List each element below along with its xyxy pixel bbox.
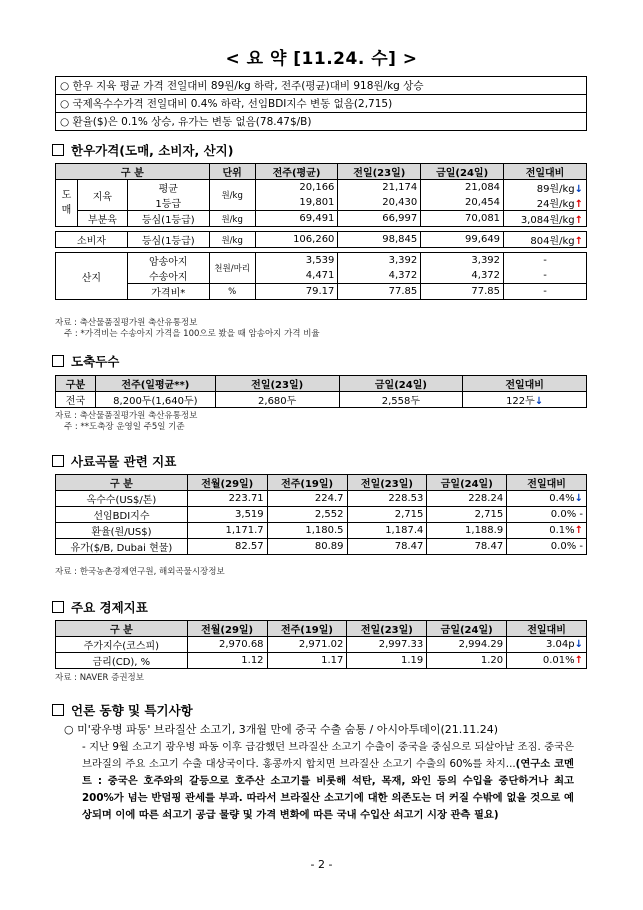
value-cell: 70,081 [421, 211, 504, 227]
unit-cell: 원/kg [209, 232, 255, 248]
change-value: 0.4% [549, 493, 575, 504]
change-cell [504, 195, 587, 211]
farm-label: 산지 [56, 253, 128, 300]
unit-cell: 원/kg [209, 211, 255, 227]
section-heading [52, 598, 148, 616]
col-header: 전주(19일) [267, 621, 347, 637]
institute-comment: (연구소 코멘트 : 중국은 호주와의 갈등으로 호주산 소고기를 비롯해 석탄, 목재, 와인 등의 수입을 중단하거나 최고 200%가 넘는 반덤핑 관세를 부과. 따라서 브라질산 소고기에 대한 의존도는 더 커질 수밖에 없을 것으로 예상되며 이에 따른 쇠고기 공급 물량 및 가격 변화에 따른 국내 수입산 쇠고기 시장 관측 필요) [82, 758, 574, 821]
col-header: 전일(23일) [347, 475, 427, 491]
no-change-dash: - [579, 541, 583, 552]
value-cell: 98,845 [338, 232, 421, 248]
arrow-up-icon: ↑ [574, 525, 583, 536]
value-cell: 2,994.29 [427, 637, 507, 653]
change-value: 89원/kg [536, 184, 575, 195]
value-cell: 228.24 [427, 491, 507, 507]
section-heading [52, 352, 119, 370]
value-cell: 99,649 [421, 232, 504, 248]
checkbox-square-icon [52, 355, 64, 367]
change-value: 0.0% [550, 541, 577, 552]
col-header: 금일(24일) [421, 164, 504, 180]
row-label: 환율(원/US$) [56, 523, 188, 539]
value-cell: 8,200두(1,640두) [95, 392, 215, 408]
col-header: 전주(평균) [255, 164, 338, 180]
col-header: 단위 [209, 164, 255, 180]
change-value: 0.1% [549, 525, 575, 536]
value-cell: 21,084 [421, 180, 504, 196]
value-cell: 78.47 [427, 539, 507, 555]
value-cell: 19,801 [255, 195, 338, 211]
change-cell [463, 392, 587, 408]
row-label: 암송아지 [127, 253, 209, 269]
value-cell: 66,997 [338, 211, 421, 227]
section-title: 주요 경제지표 [71, 600, 148, 615]
change-value: 122두 [506, 396, 535, 407]
col-header: 구 분 [56, 621, 188, 637]
value-cell: 69,491 [255, 211, 338, 227]
source-note: 자료 : 축산물품질평가원 축산유통정보 [55, 318, 198, 328]
value-cell: 2,558두 [339, 392, 463, 408]
summary-line: ○ 한우 지육 평균 가격 전일대비 89원/kg 하락, 전주(평균)대비 918원/kg 상승 [56, 77, 587, 95]
row-label: 등심(1등급) [127, 232, 209, 248]
change-cell: - [504, 268, 587, 284]
value-cell: 2,552 [267, 507, 347, 523]
value-cell: 2,715 [427, 507, 507, 523]
footnote: 주 : **도축장 운영일 주5일 기준 [64, 422, 185, 432]
change-cell: - [504, 253, 587, 269]
summary-line: ○ 국제옥수수가격 전일대비 0.4% 하락, 선임BDI지수 변동 없음(2,715) [56, 95, 587, 113]
col-header: 전주(19일) [267, 475, 347, 491]
value-cell: 20,454 [421, 195, 504, 211]
feed-grain-table [55, 474, 587, 555]
value-cell: 4,471 [255, 268, 338, 284]
value-cell: 20,166 [255, 180, 338, 196]
source-note: 자료 : NAVER 증권정보 [55, 673, 144, 683]
col-header: 전일(23일) [338, 164, 421, 180]
table-row [56, 507, 587, 523]
change-cell [504, 180, 587, 196]
change-cell: - [504, 284, 587, 300]
col-header: 전일(23일) [347, 621, 427, 637]
economic-indicator-table [55, 620, 587, 669]
section-heading [52, 141, 233, 159]
checkbox-square-icon [52, 455, 64, 467]
checkbox-square-icon [52, 144, 64, 156]
unit-cell: 천원/마리 [209, 253, 255, 284]
section-title: 사료곡물 관련 지표 [71, 454, 177, 469]
arrow-up-icon: ↑ [574, 215, 583, 226]
change-value: 0.01% [542, 655, 575, 666]
checkbox-square-icon [52, 601, 64, 613]
section-title: 언론 동향 및 특기사항 [71, 703, 193, 718]
summary-line: ○ 환율($)은 0.1% 상승, 유가는 변동 없음(78.47$/B) [56, 113, 587, 131]
value-cell: 1,187.4 [347, 523, 427, 539]
arrow-down-icon: ↓ [574, 639, 583, 650]
value-cell: 2,971.02 [267, 637, 347, 653]
row-label: 주가지수(코스피) [56, 637, 188, 653]
value-cell: 1,180.5 [267, 523, 347, 539]
table-row [56, 491, 587, 507]
arrow-up-icon: ↑ [574, 236, 583, 247]
table-row [56, 637, 587, 653]
change-cell [507, 653, 587, 669]
summary-box [55, 76, 587, 131]
row-label: 전국 [56, 392, 96, 408]
value-cell: 223.71 [187, 491, 267, 507]
change-cell [504, 232, 587, 248]
footnote: 주 : *가격비는 수송아지 가격을 100으로 봤을 때 암송아지 가격 비율 [64, 329, 320, 339]
value-cell: 77.85 [421, 284, 504, 300]
consumer-label: 소비자 [56, 232, 128, 248]
page-number: - 2 - [310, 858, 333, 871]
col-header: 구분 [56, 376, 96, 392]
section-heading [52, 452, 176, 470]
row-label: 선임BDI지수 [56, 507, 188, 523]
col-header: 전일(23일) [215, 376, 339, 392]
value-cell: 4,372 [338, 268, 421, 284]
col-header: 전일대비 [507, 621, 587, 637]
value-cell: 1,188.9 [427, 523, 507, 539]
value-cell: 3,392 [421, 253, 504, 269]
value-cell: 1.12 [187, 653, 267, 669]
row-label: 등심(1등급) [127, 211, 209, 227]
value-cell: 79.17 [255, 284, 338, 300]
value-cell: 2,970.68 [187, 637, 267, 653]
arrow-up-icon: ↑ [574, 655, 583, 666]
col-header: 전주(일평균**) [95, 376, 215, 392]
col-header: 전일대비 [504, 164, 587, 180]
row-label: 옥수수(US$/톤) [56, 491, 188, 507]
news-text: - 지난 9월 소고기 광우병 파동 이후 급감했던 브라질산 소고기 수출이 중국을 중심으로 되살아날 조짐. 중국은 브라질의 주요 소고기 수출 대상국이다. 홍콩까지 합치면 브라질산 소고기 수출의 60%를 차지... [82, 741, 574, 770]
change-value: 0.0% [550, 509, 577, 520]
change-cell [504, 211, 587, 227]
change-value: 24원/kg [536, 199, 575, 210]
news-headline: ○ 미'광우병 파동' 브라질산 소고기, 3개월 만에 중국 수출 숨통 / 아시아투데이(21.11.24) [64, 723, 499, 736]
value-cell: 20,430 [338, 195, 421, 211]
col-header: 금일(24일) [427, 621, 507, 637]
value-cell: 106,260 [255, 232, 338, 248]
unit-cell: % [209, 284, 255, 300]
value-cell: 21,174 [338, 180, 421, 196]
col-header: 구 분 [56, 164, 210, 180]
table-row [56, 539, 587, 555]
arrow-up-icon: ↑ [574, 199, 583, 210]
wholesale-label: 도매 [56, 180, 78, 227]
page-title: < 요 약 [11.24. 수] > [225, 49, 418, 69]
value-cell: 224.7 [267, 491, 347, 507]
value-cell: 1.19 [347, 653, 427, 669]
col-header: 전월(29일) [187, 621, 267, 637]
arrow-down-icon: ↓ [574, 184, 583, 195]
row-label: 금리(CD), % [56, 653, 188, 669]
table-row [56, 653, 587, 669]
col-header: 전월(29일) [187, 475, 267, 491]
change-cell [507, 523, 587, 539]
section-title: 도축두수 [71, 354, 120, 369]
value-cell: 1.17 [267, 653, 347, 669]
col-header: 금일(24일) [427, 475, 507, 491]
change-cell [507, 491, 587, 507]
value-cell: 2,715 [347, 507, 427, 523]
value-cell: 77.85 [338, 284, 421, 300]
value-cell: 3,392 [338, 253, 421, 269]
col-header: 구 분 [56, 475, 188, 491]
carcass-label: 지육 [77, 180, 127, 211]
row-label: 1등급 [127, 195, 209, 211]
table-row [56, 523, 587, 539]
value-cell: 1.20 [427, 653, 507, 669]
col-header: 전일대비 [507, 475, 587, 491]
source-note: 자료 : 축산물품질평가원 축산유통정보 [55, 411, 198, 421]
change-cell [507, 507, 587, 523]
value-cell: 80.89 [267, 539, 347, 555]
row-label: 유가($/B, Dubai 현물) [56, 539, 188, 555]
value-cell: 2,680두 [215, 392, 339, 408]
no-change-dash: - [579, 509, 583, 520]
value-cell: 4,372 [421, 268, 504, 284]
row-label: 수송아지 [127, 268, 209, 284]
change-value: 3,084원/kg [520, 215, 575, 226]
value-cell: 1,171.7 [187, 523, 267, 539]
unit-cell: 원/kg [209, 180, 255, 211]
change-value: 804원/kg [530, 236, 575, 247]
row-label: 가격비* [127, 284, 209, 300]
value-cell: 78.47 [347, 539, 427, 555]
news-body [82, 739, 574, 824]
arrow-down-icon: ↓ [534, 396, 544, 407]
value-cell: 3,539 [255, 253, 338, 269]
source-note: 자료 : 한국농촌경제연구원, 해외곡물시장정보 [55, 567, 225, 577]
checkbox-square-icon [52, 704, 64, 716]
value-cell: 82.57 [187, 539, 267, 555]
change-value: 3.04p [545, 639, 575, 650]
change-cell [507, 637, 587, 653]
hanwoo-price-table [55, 163, 587, 300]
section-title: 한우가격(도매, 소비자, 산지) [71, 143, 234, 158]
row-label: 평균 [127, 180, 209, 196]
value-cell: 3,519 [187, 507, 267, 523]
arrow-down-icon: ↓ [574, 493, 583, 504]
col-header: 금일(24일) [339, 376, 463, 392]
change-cell [507, 539, 587, 555]
value-cell: 228.53 [347, 491, 427, 507]
cut-label: 부분육 [77, 211, 127, 227]
col-header: 전일대비 [463, 376, 587, 392]
section-heading [52, 701, 193, 719]
value-cell: 2,997.33 [347, 637, 427, 653]
slaughter-table [55, 375, 587, 408]
